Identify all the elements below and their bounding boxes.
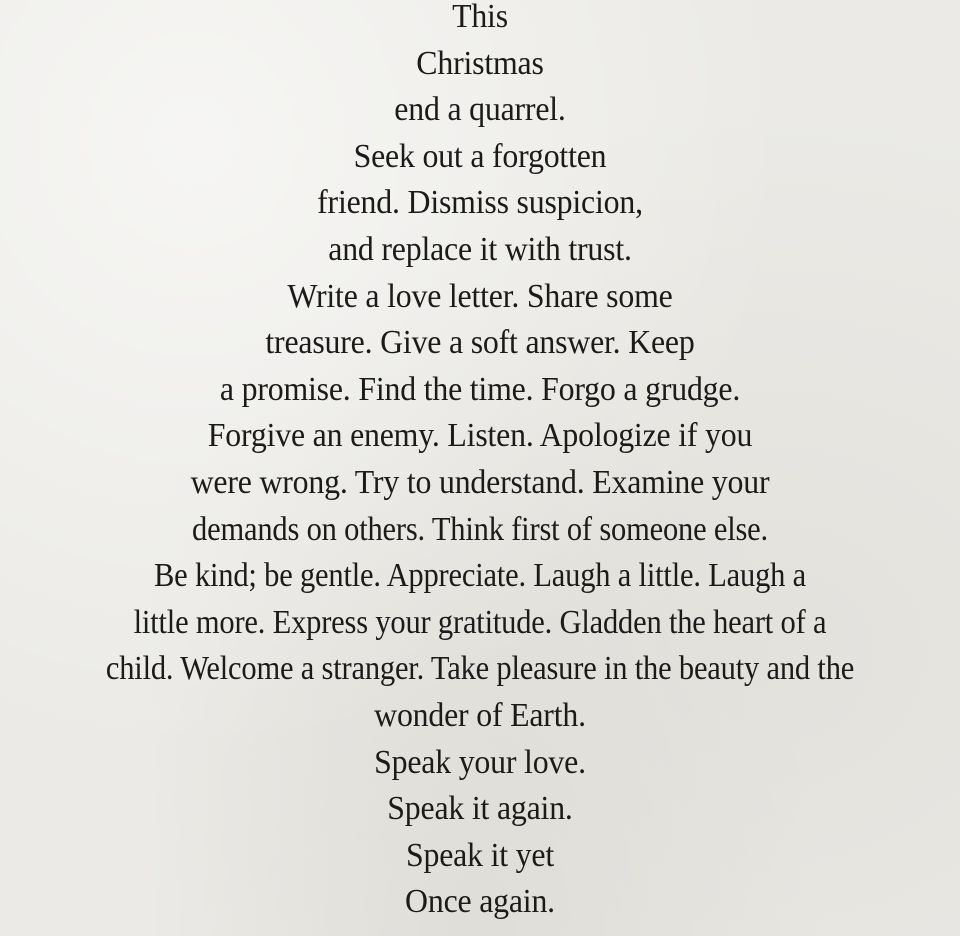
poem-line: Christmas	[416, 44, 544, 82]
poem-line: friend. Dismiss suspicion,	[317, 184, 643, 222]
poem-line: demands on others. Think first of someone else.	[192, 510, 768, 548]
poem-line: wonder of Earth.	[374, 696, 586, 734]
poem-line: treasure. Give a soft answer. Keep	[265, 324, 695, 362]
poem-line: Speak it yet	[406, 836, 554, 874]
poem-line: child. Welcome a stranger. Take pleasure in the beauty and the	[105, 650, 855, 688]
poem-line: Speak your love.	[374, 743, 586, 781]
poem-line: Write a love letter. Share some	[287, 277, 673, 315]
poem-line: Speak it again.	[387, 790, 573, 828]
poem-line: a promise. Find the time. Forgo a grudge.	[219, 370, 741, 408]
poem-line: Forgive an enemy. Listen. Apologize if you	[207, 417, 753, 455]
poem-line: Be kind; be gentle. Appreciate. Laugh a little. Laugh a	[154, 557, 806, 595]
poem-line: end a quarrel.	[394, 91, 566, 129]
poem-line: were wrong. Try to understand. Examine your	[190, 463, 770, 501]
poem-line: Once again.	[405, 883, 555, 921]
poem-line: and replace it with trust.	[328, 230, 632, 268]
poem-line: Seek out a forgotten	[353, 137, 607, 175]
poem-line: little more. Express your gratitude. Gladden the heart of a	[133, 603, 827, 641]
poem-line: This	[452, 0, 508, 35]
